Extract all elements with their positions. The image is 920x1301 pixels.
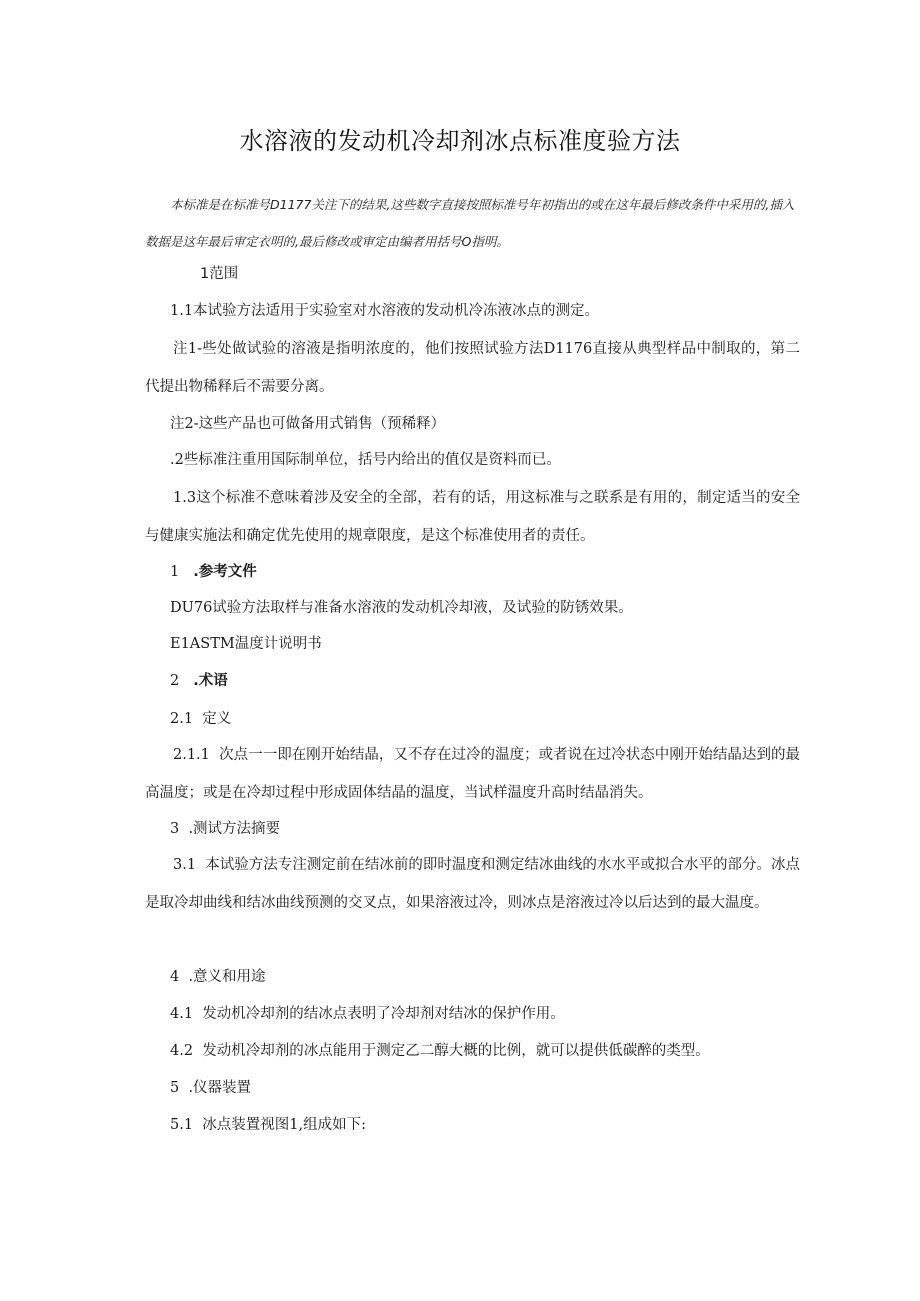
- section-heading-scope: 1范围: [200, 266, 239, 282]
- note-2: 注2-这些产品也可做备用式销售（预稀释）: [170, 416, 446, 432]
- section-heading-summary: 3 .测试方法摘要: [170, 821, 281, 837]
- section-heading-significance: 4 .意义和用途: [170, 969, 266, 985]
- clause-2-1-1: 2.1.1 次点一一即在刚开始结晶，又不存在过冷的温度；或者说在过冷状态中刚开始结晶达到的最高温度；或是在冷却过程中形成固体结晶的温度，当试样温度升高时结晶消失。: [145, 747, 800, 801]
- reference-d1176: DU76试验方法取样与准备水溶液的发动机冷却液，及试验的防锈效果。: [170, 600, 633, 616]
- abstract-paragraph: 本标准是在标准号D1177关注下的结果,这些数字直接按照标准号年初指出的或在这年最后修改条件中采用的,插入数据是这年最后审定衣明的,最后修改或审定由编者用括号O指明。: [145, 197, 795, 249]
- clause-4-2: 4.2 发动机冷却剂的冰点能用于测定乙二醇大概的比例，就可以提供低碳醉的类型。: [170, 1043, 710, 1059]
- reference-e1: E1ASTM温度计说明书: [170, 636, 322, 652]
- section-heading-terminology: [170, 662, 825, 700]
- section-number: 1: [170, 564, 180, 580]
- clause-4-1: 4.1 发动机冷却剂的结冰点表明了冷却剂对结冰的保护作用。: [170, 1006, 565, 1022]
- clause-3-1: 3.1 本试验方法专注测定前在结冰前的即时温度和测定结冰曲线的水水平或拟合水平的部分。冰点是取冷却曲线和结冰曲线预测的交叉点，如果溶液过冷，则冰点是溶液过冷以后达到的最大温度。: [145, 857, 800, 911]
- section-title: .术语: [193, 673, 228, 689]
- section-number: 2: [170, 673, 180, 689]
- section-heading-references: [170, 553, 825, 591]
- clause-1-2: .2些标准注重用国际制单位，括号内给出的值仅是资料而已。: [170, 452, 561, 468]
- clause-1-1: 1.1本试验方法适用于实验室对水溶液的发动机冷冻液冰点的测定。: [170, 303, 600, 319]
- clause-2-1: 2.1 定义: [170, 711, 232, 727]
- note-1: 注1-些处做试验的溶液是指明浓度的，他们按照试验方法D1176直接从典型样品中制取的，第二代提出物稀释后不需要分离。: [145, 341, 800, 395]
- section-heading-apparatus: 5 .仪器装置: [170, 1080, 252, 1096]
- clause-1-3: 1.3这个标准不意味着涉及安全的全部，若有的话，用这标准与之联系是有用的，制定适当的安全与健康实施法和确定优先使用的规章限度，是这个标准使用者的责任。: [145, 490, 800, 544]
- clause-5-1: 5.1 冰点装置视图1,组成如下:: [170, 1117, 366, 1133]
- document-title: 水溶液的发动机冷却剂冰点标准度验方法: [239, 127, 681, 155]
- section-title: .参考文件: [193, 564, 257, 580]
